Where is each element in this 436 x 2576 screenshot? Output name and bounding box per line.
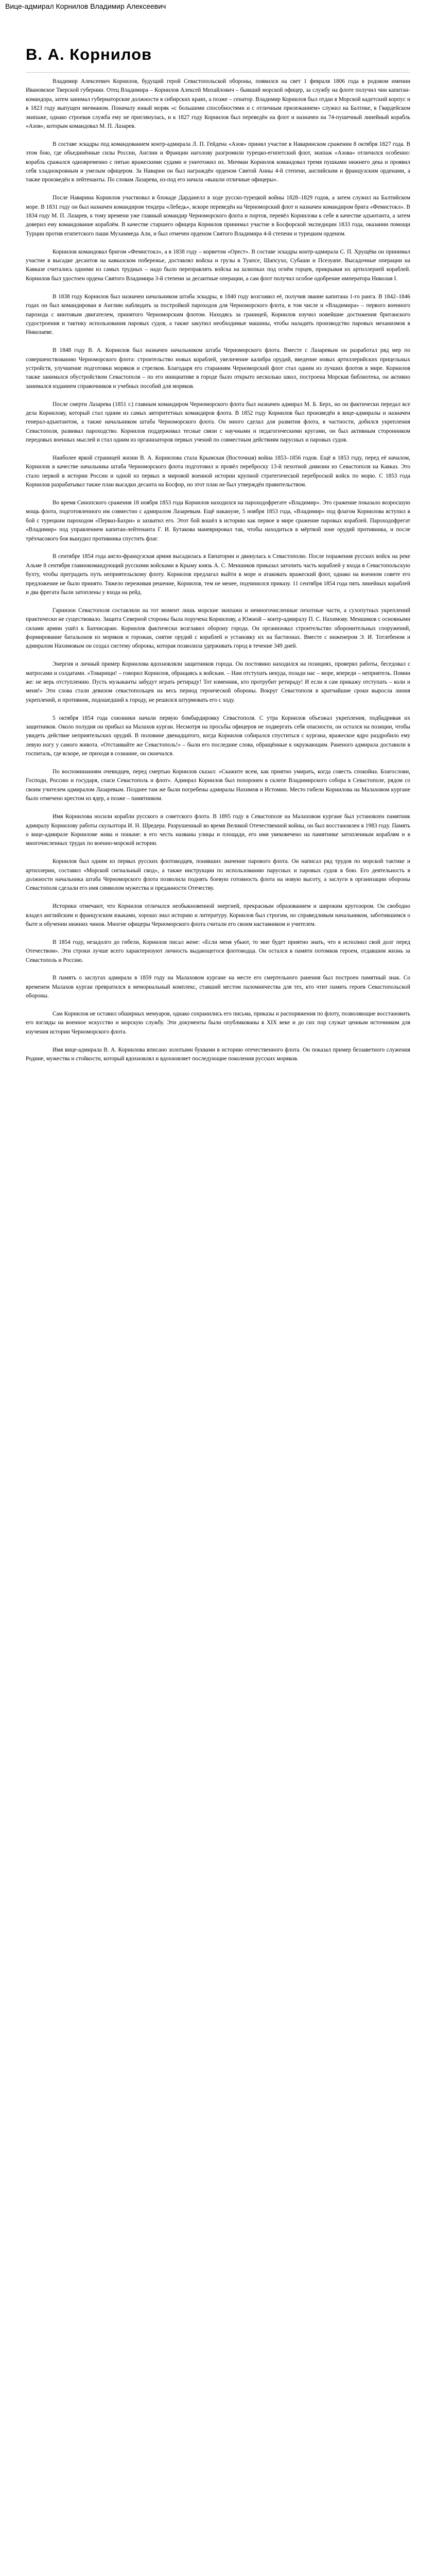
paragraph: Корнилов был одним из первых русских флотоводцев, понявших значение парового флота. Он написал ряд трудов по морской тактике и артиллерии, составил «Морской сигнальный свод», а также инструкции по использованию парусных и паровых судов в бою. Его деятельность в должности начальника штаба Черноморского флота позволила поднять боевую готовность флота на новую высоту, а заслуги в организации обороны Севастополя сделали его имя символом мужества и преданности Отечеству. [26,858,410,892]
paragraph: Имя Корнилова носили корабли русского и советского флота. В 1895 году в Севастополе на Малаховом кургане был установлен памятник адмиралу Корнилову работы скульптора И. Н. Шредера. Разрушенный во время Великой Отечественной войны, он был восстановлен в 1983 году. Память о вице-адмирале Корнилове жива и поныне: в его честь названы улицы и площади, его имя увековечено на памятнике затопленным кораблям и в многочисленных трудах по военно-морской истории. [26,814,410,847]
paragraph: Сам Корнилов не оставил обширных мемуаров, однако сохранились его письма, приказы и распоряжения по флоту, позволяющие восстановить его взгляды на военное искусство и морскую службу. Эти документы были опубликованы в XIX веке и до сих пор служат ценным источником для изучения истории Черноморского флота. [26,1010,410,1035]
paragraph: Имя вице-адмирала В. А. Корнилова вписано золотыми буквами в историю отечественного флота. Он показал пример беззаветного служения Родине, мужества и стойкости, который вдохновлял и вдохновляет последующие поколения русских моряков. [26,1046,410,1062]
title-divider [26,72,410,73]
paragraph: Корнилов командовал бригом «Фемистокл», а в 1838 году – корветом «Орест». В составе эскадры контр-адмирала С. П. Хрущёва он принимал участие в высадке десантов на кавказском побережье, доставлял войска и грузы в Туапсе, Шапсухо, Субаши и Псезуапе. Высадочные операции на Кавказе считались одними из самых трудных – надо было переправлять войска на шлюпках под огнём горцев, прикрывая их артиллерией кораблей. Корнилов был удостоен ордена Святого Владимира 3-й степени за десантные операции, а сам флот получил особое одобрение императора Николая I. [26,248,410,282]
paragraph: Гарнизон Севастополя составляли на тот момент лишь морские экипажи и немногочисленные пехотные части, а сухопутных укреплений практически не существовало. Защита Северной стороны была поручена Корнилову, а Южной – контр-адмиралу П. С. Нахимову. Меншиков с основными силами армии ушёл к Бахчисараю. Корнилов фактически возглавил оборону города. Он организовал строительство оборонительных сооружений, формирование батальонов из моряков и горожан, снятие орудий с кораблей и установку их на бастионах. Вместе с инженером Э. И. Тотлебеном и адмиралом Нахимовым он создал систему обороны, которая позволила удерживать город в течение 349 дней. [26,607,410,650]
paragraph: Историки отмечают, что Корнилов отличался необыкновенной энергией, прекрасным образованием и широким кругозором. Он свободно владел английским и французским языками, хорошо знал историю и литературу. Корнилов был строгим, но справедливым начальником, заботившимся о быте и обучении нижних чинов. Многие офицеры Черноморского флота считали его своим наставником и учителем. [26,903,410,927]
page-header: Вице-адмирал Корнилов Владимир Алексеевич [5,2,166,10]
paragraph: В память о заслугах адмирала в 1859 году на Малаховом кургане на месте его смертельного ранения был построен памятный знак. Со временем Малахов курган превратился в мемориальный комплекс, ставший местом паломничества для тех, кто чтит память героев Севастопольской обороны. [26,975,410,999]
paragraph: В 1838 году Корнилов был назначен начальником штаба эскадры, в 1840 году возглавил её, получив звание капитана 1-го ранга. В 1842–1846 годах он был командирован в Англию наблюдать за постройкой пароходов для Черноморского флота, в том числе и «Владимира» – первого военного парохода с винтовым двигателем, принятого Черноморским флотом. Находясь за границей, Корнилов изучил новейшие достижения британского судостроения и тактику использования паровых судов, а также закупил необходимые машины, чтобы наладить производство паровых механизмов в Николаеве. [26,293,410,336]
paragraph: Наиболее яркой страницей жизни В. А. Корнилова стала Крымская (Восточная) война 1853–1856 годов. Ещё в 1853 году, перед её началом, Корнилов в качестве начальника штаба Черноморского флота подготовил и провёл переброску 13-й пехотной дивизии из Севастополя на Кавказ. Это стало первой в истории России и одной из первых в мировой военной истории крупной стратегической переброской войск по морю. С 1853 года Корнилов разрабатывал также план высадки десанта на Босфор, но этот план не был утверждён правительством. [26,454,410,488]
paragraph: В 1854 году, незадолго до гибели, Корнилов писал жене: «Если меня убьют, то мне будет приятно знать, что я исполнил свой долг перед Отечеством». Эти строки лучше всего характеризуют личность выдающегося флотоводца. Он остался в памяти потомков героем, отдавшим жизнь за Севастополь и Россию. [26,939,410,963]
paragraph: 5 октября 1854 года союзники начали первую бомбардировку Севастополя. С утра Корнилов объезжал укрепления, подбадривая их защитников. Около полудня он прибыл на Малахов курган. Несмотря на просьбы офицеров не подвергать себя опасности, он остался на позиции, чтобы увидеть действие неприятельских орудий. В половине двенадцатого, когда Корнилов собирался спуститься с кургана, вражеское ядро раздробило ему левую ногу у самого живота. «Отстаивайте же Севастополь!» – были его последние слова, обращённые к окружающим. Раненого адмирала доставили в госпиталь, где вскоре, не приходя в сознание, он скончался. [26,715,410,757]
article-title: В. А. Корнилов [26,45,152,63]
paragraph: По воспоминаниям очевидцев, перед смертью Корнилов сказал: «Скажите всем, как приятно умирать, когда совесть спокойна. Благослови, Господи, Россию и государя, спаси Севастополь и флот». Адмирал Корнилов был похоронен в склепе Владимирского собора в Севастополе, рядом со своим учителем адмиралом Лазаревым. Позднее там же были погребены адмиралы Нахимов и Истомин. Место гибели Корнилова на Малаховом кургане было отмечено крестом из ядер, а позже – памятником. [26,769,410,802]
paragraph: Владимир Алексеевич Корнилов, будущий герой Севастопольской обороны, появился на свет 1 февраля 1806 года в родовом имении Ивановское Тверской губернии. Отец Владимира – Корнилов Алексей Михайлович – бывший морской офицер, за службу на флоте получил чин капитан-командора, затем занимал губернаторские должности в сибирских краях, а позже – сенатор. Владимир Корнилов был отдан в Морской кадетский корпус и в 1823 году выпущен мичманом. Поначалу юный моряк «с большими способностями и с отличным прилежанием» служил на Балтике, в Гвардейском экипаже, однако строевая служба ему не приглянулась, и к 1827 году Корнилов был переведён на флот и назначен на 74-пушечный линейный корабль «Азов», которым командовал М. П. Лазарев. [26,78,410,130]
paragraph: Во время Синопского сражения 18 ноября 1853 года Корнилов находился на пароходофрегате «Владимир». Это сражение показало возросшую мощь флота, подготовленного им совместно с адмиралом Лазаревым. Ещё накануне, 5 ноября 1853 года, «Владимир» под флагом Корнилова вступил в бой с турецким пароходом «Перваз-Бахри» и захватил его. Этот бой вошёл в историю как первое в мире сражение паровых кораблей. Пароходофрегат «Владимир» под управлением капитан-лейтенанта Г. И. Бутакова маневрировал так, чтобы находиться в мёртвой зоне орудий противника, и после трёхчасового боя вынудил противника спустить флаг. [26,499,410,542]
article-body [26,77,410,1063]
paragraph: После смерти Лазарева (1851 г.) главным командиром Черноморского флота был назначен адмирал М. Б. Берх, но он фактически передал все дела Корнилову, который стал одним из самых авторитетных командиров флота. В 1852 году Корнилов был произведён в вице-адмиралы и назначен генерал-адъютантом, а также начальником штаба Черноморского флота. Он много сделал для развития флота, в частности, добился укрепления Севастополя, развивал пароходство. Корнилов поддерживал тесные связи с научными и педагогическими кругами, он был активным сторонником передовых военных мыслей и стал одним из организаторов первых учений по совместным действиям парусных и паровых судов. [26,401,410,444]
paragraph: Энергия и личный пример Корнилова вдохновляли защитников города. Он постоянно находился на позициях, проверял работы, беседовал с матросами и солдатами. «Товарищи! – говорил Корнилов, обращаясь к войскам. – Нам отступать некуда, позади нас – море, впереди – неприятель. Помни же: не верь отступлению. Пусть музыканты забудут играть ретираду! Тот изменник, кто протрубит ретираду! И если я сам прикажу отступать – коли и меня!» Эти слова стали девизом севастопольцев на весь период героической обороны. Вокруг Севастополя в кратчайшие сроки выросла линия укреплений, и противник, подошедший к городу, не решился штурмовать его с ходу. [26,661,410,703]
paragraph: В составе эскадры под командованием контр-адмирала Л. П. Гейдена «Азов» принял участие в Наваринском сражении 8 октября 1827 года. В этом бою, где объединённые силы России, Англии и Франции наголову разгромили турецко-египетский флот, экипаж «Азова» отличился особенно: корабль сражался одновременно с пятью вражескими судами и уничтожил их. Мичман Корнилов командовал тремя пушками нижнего дека и проявил себя хладнокровным и умелым офицером. За Наварин он был награждён орденом Святой Анны 4-й степени, английским и французским орденами, а также произведён в лейтенанты. По словам Лазарева, из-под его начала «вышли отличные офицеры». [26,141,410,183]
paragraph: В сентябре 1854 года англо-французская армия высадилась в Евпатории и двинулась к Севастополю. После поражения русских войск на реке Альме 8 сентября главнокомандующий русскими войсками в Крыму князь А. С. Меншиков приказал затопить часть кораблей у входа в Севастопольскую бухту, чтобы преградить путь неприятельскому флоту. Корнилов предлагал выйти в море и атаковать вражеский флот, однако на военном совете его предложение не было принято. Тяжело переживая решение, Корнилов, тем не менее, подчинился приказу. 11 сентября 1854 года пять линейных кораблей и два фрегата были затоплены у входа на рейд. [26,553,410,596]
paragraph: После Наварина Корнилов участвовал в блокаде Дарданелл в ходе русско-турецкой войны 1828–1829 годов, а затем служил на Балтийском море. В 1831 году он был назначен командиром тендера «Лебедь», вскоре переведён на Черноморский флот и назначен командиром брига «Фемистокл». В 1834 году М. П. Лазарев, к тому времени уже главный командир Черноморского флота и портов, перевёл Корнилова к себе в качестве адъютанта, а затем доверил ему командование кораблём. В качестве старшего офицера Корнилов принимал участие в Босфорской экспедиции 1833 года, оказании помощи Турции против египетского паши Мухаммеда Али, и был отмечен орденом Святого Владимира 4-й степени и турецким орденом. [26,195,410,237]
paragraph: В 1848 году В. А. Корнилов был назначен начальником штаба Черноморского флота. Вместе с Лазаревым он разработал ряд мер по совершенствованию Черноморского флота: строительство новых кораблей, увеличение калибра орудий, введение новых артиллерийских прицельных устройств, улучшение подготовки моряков и стрелков. Благодаря его стараниям Черноморский флот стал одним из лучших флотов в мире. Корнилов также занимался обустройством Севастополя – по его инициативе в городе было открыто несколько школ, построена Морская библиотека, он активно занимался изданием справочников и учебных пособий для моряков. [26,347,410,389]
